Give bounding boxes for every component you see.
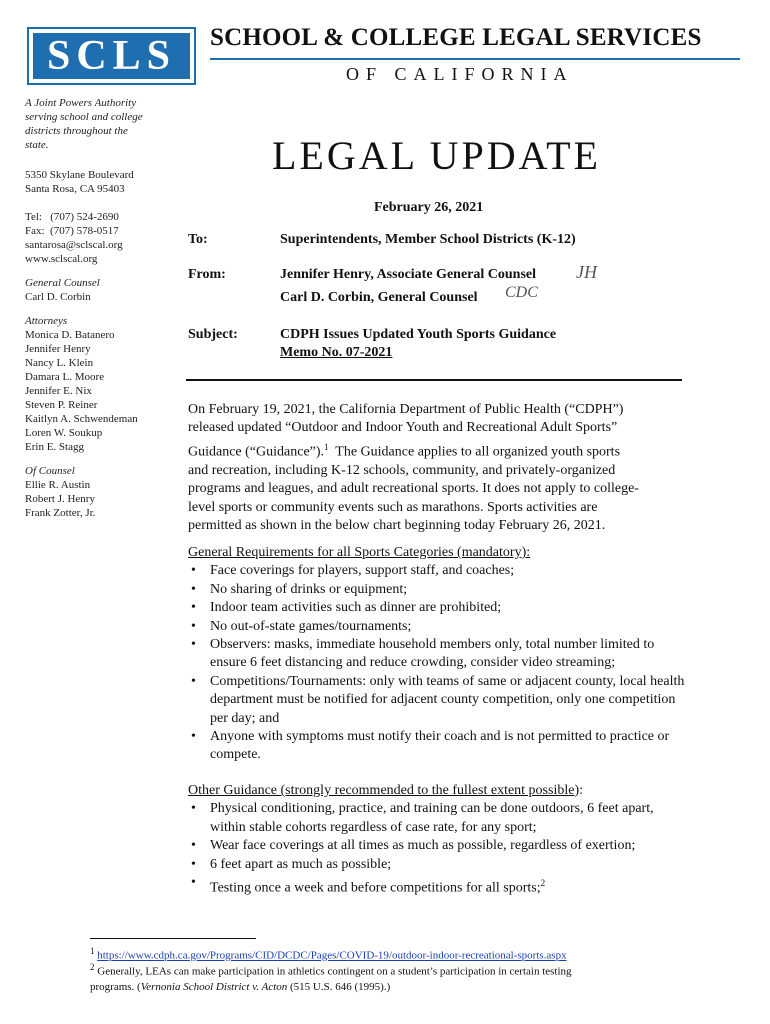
sidebar (25, 96, 175, 530)
address-line: Santa Rosa, CA 95403 (25, 183, 125, 195)
tagline-line: A Joint Powers Authority (25, 97, 137, 109)
sidebar-attorneys (25, 314, 175, 454)
footnote-ref-2[interactable]: 2 (540, 878, 546, 889)
attorney-name: Nancy L. Klein (25, 357, 94, 369)
sidebar-general-counsel (25, 276, 175, 304)
logo-text: SCLS (33, 33, 190, 79)
attorney-name: Damara L. Moore (25, 371, 105, 383)
website-link[interactable]: www.sclscal.org (25, 253, 98, 265)
general-counsel-label: General Counsel (25, 277, 100, 289)
to-label: To: (188, 232, 208, 247)
attorney-name: Jennifer Henry (25, 343, 91, 355)
footnote-text: programs. ( (90, 980, 141, 993)
tagline-line: serving school and college (25, 111, 143, 123)
footnote-number: 1 (90, 946, 95, 956)
attorney-name: Monica D. Batanero (25, 329, 115, 341)
list-item: • No out-of-state games/tournaments; (188, 618, 688, 636)
from-value-1: Jennifer Henry, Associate General Counsel (280, 267, 536, 282)
sidebar-address (25, 168, 175, 196)
footnote-line (90, 980, 680, 995)
footnote-text: Generally, LEAs can make participation in athletics contingent on a student’s participation in certain testing (97, 965, 572, 978)
footnote-number: 2 (90, 962, 95, 972)
attorney-name: Loren W. Soukup (25, 427, 103, 439)
general-counsel-name: Carl D. Corbin (25, 291, 91, 303)
other-guidance-heading (188, 782, 688, 800)
attorney-name: Steven P. Reiner (25, 399, 98, 411)
intro-line: programs and leagues, and adult recreational sports. It does not apply to college- (188, 481, 639, 497)
subject-label: Subject: (188, 327, 238, 342)
to-value: Superintendents, Member School Districts (K-12) (280, 232, 576, 247)
header-rule (186, 379, 682, 381)
attorney-name: Jennifer E. Nix (25, 385, 92, 397)
list-item: • Physical conditioning, practice, and training can be done outdoors, 6 feet apart, within stable cohorts regardless of case rate, for any sport; (188, 800, 688, 837)
attorney-name: Kaitlyn A. Schwendeman (25, 413, 138, 425)
footnote-divider (90, 938, 256, 939)
list-item: • Competitions/Tournaments: only with teams of same or adjacent county, local health department must be notified for adjacent county competition, only one competition per day; and (188, 673, 688, 728)
of-counsel-name: Ellie R. Austin (25, 479, 91, 491)
subject-value: CDPH Issues Updated Youth Sports Guidance (280, 327, 557, 342)
list-item: • Wear face coverings at all times as much as possible, regardless of exertion; (188, 837, 688, 855)
header-divider (210, 58, 740, 60)
phone: Tel: (707) 524-2690 (25, 211, 119, 223)
intro-line: and recreation, including K-12 schools, community, and privately-organized (188, 462, 616, 478)
memo-number: Memo No. 07-2021 (280, 345, 393, 360)
logo (27, 27, 196, 85)
address-line: 5350 Skylane Boulevard (25, 169, 134, 181)
list-item: • Observers: masks, immediate household members only, total number limited to ensure 6 feet distancing and reduce crowding, consider video streaming; (188, 636, 688, 673)
from-label: From: (188, 267, 226, 282)
general-requirements-heading: General Requirements for all Sports Categories (mandatory): (188, 545, 531, 560)
other-guidance-heading-tail: ): (574, 783, 584, 798)
attorney-name: Erin E. Stagg (25, 441, 84, 453)
intro-line: permitted as shown in the below chart beginning today February 26, 2021. (188, 518, 606, 534)
page-title: LEGAL UPDATE (272, 133, 601, 178)
footnote-2 (90, 960, 680, 995)
other-guidance-list (188, 800, 688, 898)
general-requirements-list (188, 562, 688, 764)
organization-name: SCHOOL & COLLEGE LEGAL SERVICES (210, 24, 702, 51)
attorneys-label: Attorneys (25, 315, 68, 327)
tagline-line: districts throughout the (25, 125, 128, 137)
list-item (188, 874, 688, 898)
footnote-link[interactable]: https://www.cdph.ca.gov/Programs/CID/DCDC/Pages/COVID-19/outdoor-indoor-recreational-sports.aspx (97, 949, 567, 962)
email-link[interactable]: santarosa@sclscal.org (25, 239, 123, 251)
sidebar-of-counsel (25, 464, 175, 520)
memo-date: February 26, 2021 (374, 200, 484, 215)
footnote-line (90, 960, 680, 980)
list-item: • Indoor team activities such as dinner are prohibited; (188, 599, 688, 617)
intro-text: Guidance (“Guidance”). (188, 444, 325, 460)
signature-jh: JH (576, 262, 597, 282)
other-guidance-heading-text: Other Guidance (strongly recommended to the fullest extent possible (188, 783, 575, 798)
intro-paragraph (188, 401, 688, 536)
tagline-line: state. (25, 139, 49, 151)
organization-subtitle: OF CALIFORNIA (346, 64, 574, 84)
case-citation: Vernonia School District v. Acton (140, 980, 288, 993)
intro-line (188, 438, 688, 462)
list-item: • Face coverings for players, support staff, and coaches; (188, 562, 688, 580)
list-item: • Anyone with symptoms must notify their coach and is not permitted to practice or compete. (188, 728, 688, 765)
intro-text: The Guidance applies to all organized youth sports (328, 444, 621, 460)
list-item: • No sharing of drinks or equipment; (188, 581, 688, 599)
from-value-2: Carl D. Corbin, General Counsel (280, 290, 478, 305)
signature-cdc: CDC (505, 284, 538, 301)
list-item: • 6 feet apart as much as possible; (188, 856, 688, 874)
sidebar-contact (25, 210, 175, 266)
of-counsel-name: Robert J. Henry (25, 493, 95, 505)
intro-line: level sports or community events such as marathons. Sports activities are (188, 499, 598, 515)
general-requirements (188, 544, 688, 765)
intro-line: On February 19, 2021, the California Department of Public Health (“CDPH”) (188, 402, 624, 417)
of-counsel-label: Of Counsel (25, 465, 75, 477)
list-item-text: Testing once a week and before competitions for all sports; (210, 880, 541, 896)
other-guidance (188, 782, 688, 898)
of-counsel-name: Frank Zotter, Jr. (25, 507, 96, 519)
footnote-text: (515 U.S. 646 (1995).) (287, 980, 391, 993)
fax: Fax: (707) 578-0517 (25, 225, 119, 237)
sidebar-tagline (25, 96, 175, 152)
footnote-ref-1[interactable]: 1 (324, 441, 329, 452)
intro-line: released updated “Outdoor and Indoor Youth and Recreational Adult Sports” (188, 420, 618, 436)
